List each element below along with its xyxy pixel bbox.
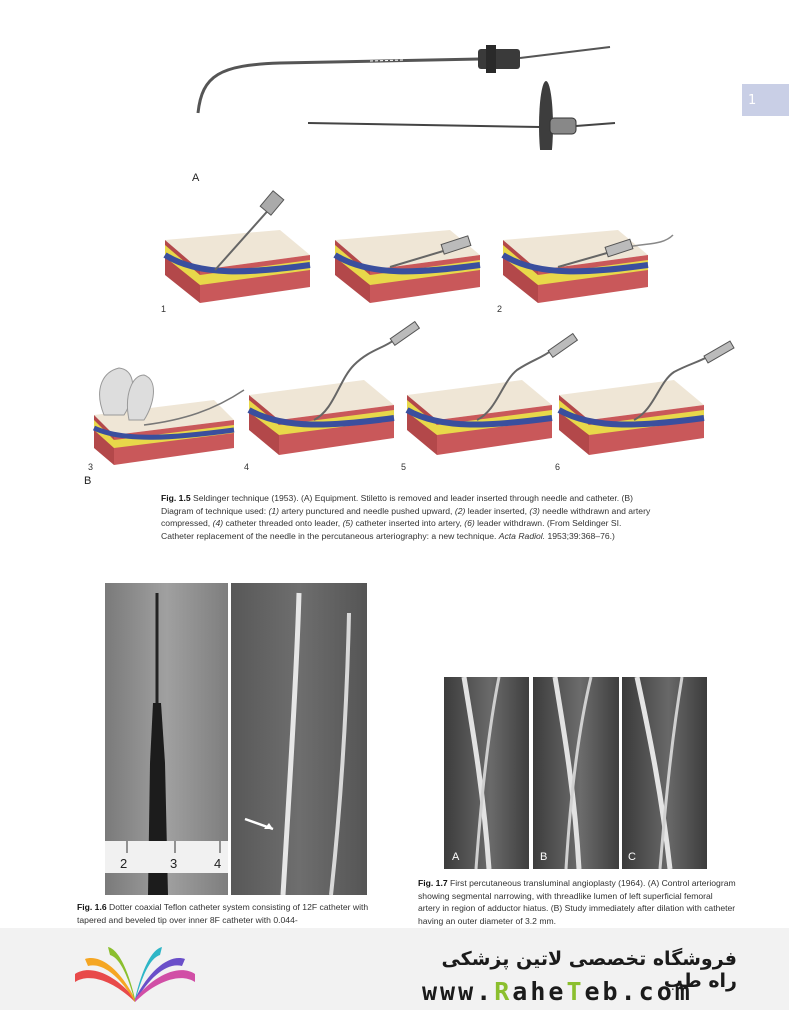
step-1-diagram	[165, 191, 310, 303]
ruler-number-2: 2	[120, 856, 128, 871]
step-label-5: 5	[401, 462, 407, 472]
fig-1-5-caption-label: Fig. 1.5	[161, 493, 191, 503]
fig-1-7-caption-label: Fig. 1.7	[418, 878, 448, 888]
step-label-1: 1	[161, 304, 167, 314]
needle-shaft	[308, 123, 540, 127]
ad-persian-text: فروشگاه تخصصی لاتین پزشکی راه طب	[441, 948, 737, 992]
fig-1-5b-steps-row2	[84, 320, 744, 470]
needle-flange	[539, 81, 553, 150]
book-logo-icon	[70, 944, 200, 1004]
step-label-6: 6	[555, 462, 561, 472]
fig-1-5b-steps-row1	[160, 185, 680, 310]
fig-1-6-photo-right	[231, 583, 367, 895]
step-6-diagram	[559, 341, 734, 455]
fig-1-5-panel-b-label: B	[84, 475, 92, 487]
outer-catheter	[283, 593, 299, 895]
fig-1-6-photo-left	[105, 583, 228, 895]
step-label-2: 2	[497, 304, 503, 314]
fig-1-5-panel-a-label: A	[192, 172, 200, 184]
fig-1-7-panel-b-label: B	[540, 851, 548, 863]
ad-url: www.RaheTeb.com	[422, 977, 693, 1006]
step-4-diagram	[249, 322, 419, 455]
fig-1-7-caption: Fig. 1.7 First percutaneous transluminal angioplasty (1964). (A) Control arteriogram showing segmental narrowing, with threadlike lumen of left superficial femoral artery in region of adductor hiatus. (B) Study immediately after dilation with catheter having an outer diameter of 3.2 mm.	[418, 878, 736, 926]
needle-hub	[478, 49, 520, 69]
step-label-3: 3	[88, 462, 94, 472]
step-2-diagram-a	[335, 230, 480, 303]
ruler-number-4: 4	[214, 856, 222, 871]
stiletto-wire	[520, 47, 610, 58]
inner-catheter	[331, 613, 349, 895]
fig-1-7-xray-b	[533, 677, 619, 869]
step-label-4: 4	[244, 462, 250, 472]
fig-1-7-xray-a	[444, 677, 529, 869]
fig-1-7-xray-c	[622, 677, 707, 869]
fig-1-7-panel-c-label: C	[628, 851, 636, 863]
fig-1-6-caption-label: Fig. 1.6	[77, 902, 107, 912]
fig-1-6-caption: Fig. 1.6 Dotter coaxial Teflon catheter system consisting of 12F catheter with tapered and beveled tip over inner 8F catheter with 0.044-	[77, 902, 369, 925]
step-5-diagram	[407, 334, 577, 455]
fig-1-7-panel-a-label: A	[452, 851, 460, 863]
catheter-curve	[198, 59, 480, 113]
fig-1-5a-equipment-drawing	[190, 35, 620, 150]
chapter-tab: 1	[742, 84, 789, 116]
ruler-number-3: 3	[170, 856, 178, 871]
fig-1-5-caption: Fig. 1.5 Seldinger technique (1953). (A) Equipment. Stiletto is removed and leader inserted through needle and catheter. (B) Diagram of technique used: (1) artery punctured and needle pushed upward, (2) leader inserted, (3) needle withdrawn and artery compressed, (4) catheter threaded onto leader, (5) catheter inserted into artery, (6) leader withdrawn. (From Seldinger SI. Catheter replacement of the needle in the percutaneous arteriography: a new technique. Acta Radiol. 1953;39:368–76.)	[161, 493, 651, 541]
step-2-diagram-b	[503, 230, 673, 303]
step-3-diagram	[94, 368, 244, 465]
